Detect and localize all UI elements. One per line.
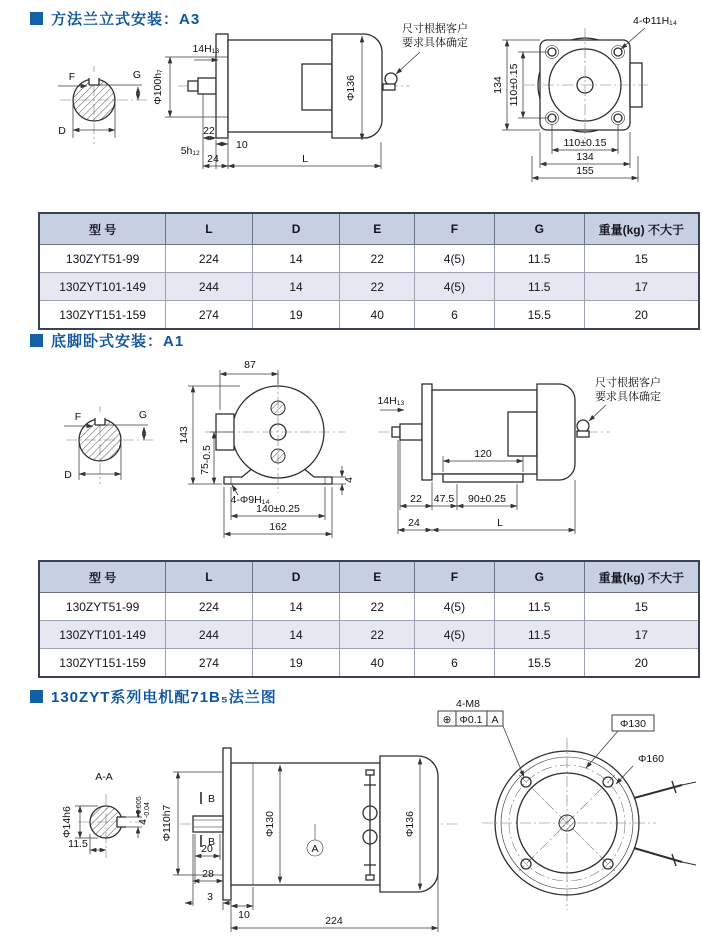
dim-120: 120: [474, 448, 492, 460]
shaft-hub: [193, 816, 223, 832]
cell-g: 15.5: [494, 649, 584, 678]
dim-24: 24: [207, 153, 219, 165]
dim-d: D: [64, 469, 72, 481]
dim-20: 20: [201, 843, 213, 855]
dim-key-height: 5h₁₂: [180, 145, 200, 157]
dim-length: L: [302, 153, 308, 165]
table-row: [39, 301, 699, 330]
cell-l: 244: [166, 273, 252, 301]
cell-weight: 15: [584, 245, 699, 273]
note-line2: 要求具体确定: [402, 37, 468, 49]
cell-d: 14: [252, 621, 340, 649]
cell-f: 6: [415, 649, 495, 678]
svg-text:+0.005: +0.005: [136, 796, 143, 818]
table-row: [39, 649, 699, 678]
dim-143: 143: [178, 426, 190, 444]
section-title-text: 130ZYT系列电机配71B₅法兰图: [51, 689, 277, 706]
header-l: L: [166, 213, 252, 245]
terminal-screw: [577, 420, 589, 432]
cell-weight: 17: [584, 273, 699, 301]
svg-text:4: 4: [137, 819, 149, 825]
cell-f: 4(5): [415, 621, 495, 649]
cell-model: 130ZYT151-159: [39, 301, 166, 330]
datum-a: A: [311, 843, 319, 855]
dim-224: 224: [325, 915, 343, 927]
cell-weight: 20: [584, 301, 699, 330]
motor-side-view: [161, 748, 460, 932]
cell-l: 274: [166, 649, 252, 678]
dim-d: D: [58, 125, 66, 137]
gdt-frame: [438, 711, 503, 726]
header-d: D: [252, 561, 340, 593]
dim-155: 155: [576, 165, 594, 177]
cell-e: 22: [340, 593, 415, 621]
dim-47-5: 47.5: [433, 493, 455, 505]
note-line1: 尺寸根据客户: [595, 377, 661, 389]
cell-f: 6: [415, 301, 495, 330]
table-header-row: [39, 213, 699, 245]
dimension-table-a3: [38, 212, 700, 330]
rear-cap: [332, 34, 382, 138]
header-e: E: [340, 561, 415, 593]
dim-134-b: 134: [576, 151, 594, 163]
cell-d: 19: [252, 649, 340, 678]
dim-bolts: 4-M8: [456, 698, 480, 710]
dim-87: 87: [244, 359, 256, 371]
cell-d: 14: [252, 245, 340, 273]
dim-f: F: [68, 71, 76, 83]
gdt-tolerance: Φ0.1: [459, 714, 483, 726]
header-f: F: [415, 213, 495, 245]
cell-g: 15.5: [494, 301, 584, 330]
dim-corner-holes: 4-Φ11H₁₄: [632, 15, 678, 27]
dim-length: L: [497, 517, 503, 529]
table-row: [39, 621, 699, 649]
drawing-flange-vertical-a3: [0, 8, 702, 210]
gdt-datum: A: [491, 714, 499, 726]
dim-4: 4: [343, 477, 355, 483]
svg-text:-0.04: -0.04: [144, 802, 151, 818]
dim-key-width: 14H₁₃: [192, 43, 220, 55]
header-g: G: [494, 561, 584, 593]
header-g: G: [494, 213, 584, 245]
dim-f: F: [74, 411, 82, 423]
dim-22: 22: [203, 125, 215, 137]
table-row: [39, 245, 699, 273]
cell-g: 11.5: [494, 245, 584, 273]
cell-weight: 20: [584, 649, 699, 678]
dim-g: G: [138, 409, 148, 421]
dim-keyway: [136, 796, 151, 825]
dim-pilot-dia: Φ110h7: [161, 804, 173, 842]
shaft-cross-section: [58, 66, 150, 144]
dim-22: 22: [410, 493, 422, 505]
motor-side-view: [152, 21, 468, 169]
shaft-section-aa: [61, 771, 151, 858]
cell-l: 244: [166, 621, 252, 649]
dim-body-dia: Φ136: [345, 75, 357, 101]
note-line2: 要求具体确定: [595, 391, 661, 403]
shaft: [198, 78, 216, 94]
cell-e: 22: [340, 621, 415, 649]
shaft-tip: [188, 81, 198, 91]
dim-10: 10: [236, 139, 248, 151]
dim-162: 162: [269, 521, 287, 533]
header-model: 型 号: [39, 561, 166, 593]
motor-body: [432, 390, 537, 474]
dim-3: 3: [207, 891, 213, 903]
cell-f: 4(5): [415, 273, 495, 301]
shaft-cross-section: [64, 406, 156, 484]
shaft-tip: [392, 427, 400, 437]
dim-bolt-circle: Φ130: [620, 718, 646, 730]
cell-model: 130ZYT51-99: [39, 245, 166, 273]
cell-e: 22: [340, 273, 415, 301]
flange-plate: [223, 748, 231, 900]
dim-key-width: 14H₁₃: [377, 395, 405, 407]
drawing-foot-horizontal-a1: [0, 348, 702, 560]
table-row: [39, 273, 699, 301]
note-line1: 尺寸根据客户: [402, 23, 468, 35]
section-title-text: 方法兰立式安装：A3: [51, 11, 201, 28]
cell-g: 11.5: [494, 621, 584, 649]
cell-weight: 15: [584, 593, 699, 621]
header-f: F: [415, 561, 495, 593]
dim-24: 24: [408, 517, 420, 529]
table-header-row: [39, 561, 699, 593]
section-label: A-A: [95, 771, 113, 783]
cell-g: 11.5: [494, 593, 584, 621]
flange-plate: [422, 384, 432, 480]
dim-110-b: 110±0.15: [563, 137, 607, 149]
dim-cap-dia: Φ136: [404, 811, 416, 837]
section-bullet-icon: [30, 334, 43, 347]
lead-wires: [634, 781, 696, 866]
cell-model: 130ZYT151-159: [39, 649, 166, 678]
motor-body: [228, 40, 332, 132]
flange-rear-view: [438, 698, 696, 910]
dimension-table-a1: [38, 560, 700, 678]
motor-side-view: [377, 375, 661, 534]
dim-110-v: 110±0.15: [508, 63, 520, 107]
cell-d: 14: [252, 593, 340, 621]
dim-140: 140±0.25: [256, 503, 300, 515]
cell-f: 4(5): [415, 593, 495, 621]
cell-model: 130ZYT101-149: [39, 273, 166, 301]
motor-body: [231, 763, 380, 885]
motor-front-view-foot: [178, 359, 355, 538]
drawing-71b5-flange: [0, 696, 702, 952]
cell-e: 40: [340, 301, 415, 330]
dim-10: 10: [238, 909, 250, 921]
gdt-position-symbol: ⊕: [442, 714, 452, 726]
cell-d: 19: [252, 301, 340, 330]
cell-weight: 17: [584, 621, 699, 649]
dim-g: G: [132, 69, 142, 81]
terminal-screw: [385, 73, 397, 85]
dim-11-5: 11.5: [68, 838, 88, 850]
table-row: [39, 593, 699, 621]
cell-e: 40: [340, 649, 415, 678]
flange-front-view: [492, 15, 677, 182]
shaft: [400, 424, 422, 440]
header-l: L: [166, 561, 252, 593]
dim-90: 90±0.25: [468, 493, 506, 505]
header-weight: 重量(kg) 不大于: [584, 213, 699, 245]
cell-l: 274: [166, 301, 252, 330]
cell-model: 130ZYT51-99: [39, 593, 166, 621]
dim-foot-holes: 4-Φ9H₁₄: [230, 494, 270, 506]
dim-75: 75-0.5: [199, 445, 213, 475]
dim-pilot-dia: Φ100h₇: [152, 69, 164, 105]
section-title-text: 底脚卧式安装：A1: [51, 333, 185, 350]
cell-l: 224: [166, 245, 252, 273]
header-model: 型 号: [39, 213, 166, 245]
cell-f: 4(5): [415, 245, 495, 273]
rear-cap: [537, 384, 575, 480]
header-d: D: [252, 213, 340, 245]
cell-d: 14: [252, 273, 340, 301]
section-mark-b: B: [208, 836, 216, 848]
cell-e: 22: [340, 245, 415, 273]
dim-28: 28: [202, 868, 214, 880]
header-e: E: [340, 213, 415, 245]
cell-l: 224: [166, 593, 252, 621]
foot-plate: [443, 474, 523, 482]
section-mark-b: B: [208, 793, 216, 805]
cell-g: 11.5: [494, 273, 584, 301]
dim-outer-dia: Φ160: [638, 753, 664, 765]
cell-model: 130ZYT101-149: [39, 621, 166, 649]
dim-body-dia: Φ130: [264, 811, 276, 837]
dim-shaft-dia: Φ14h6: [61, 806, 73, 838]
dim-134-v: 134: [492, 76, 504, 94]
header-weight: 重量(kg) 不大于: [584, 561, 699, 593]
